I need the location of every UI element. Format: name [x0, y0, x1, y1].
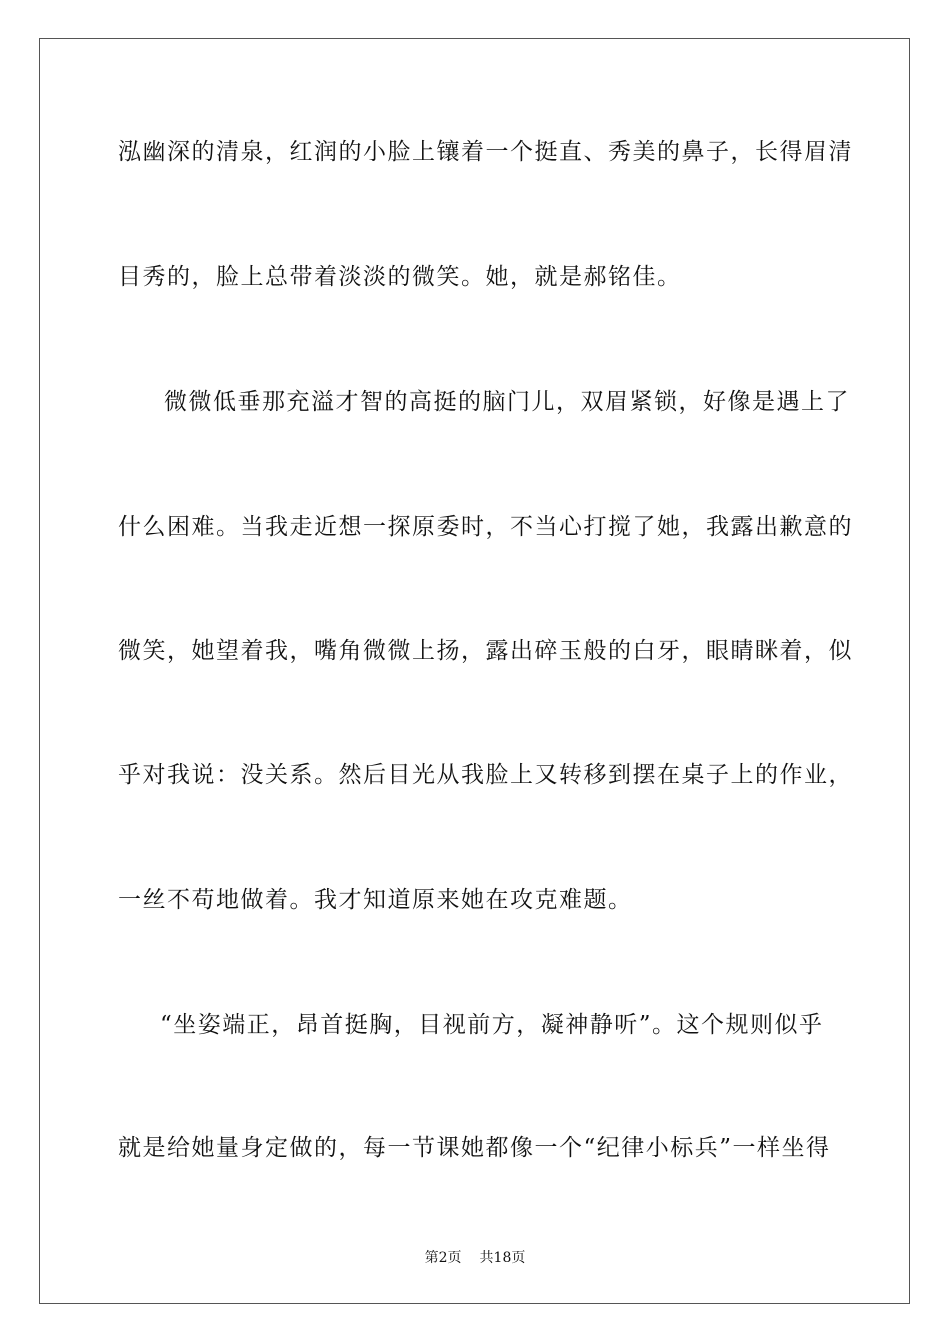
text-line: 微笑，她望着我，嘴角微微上扬，露出碎玉般的白牙，眼睛眯着，似: [118, 638, 853, 664]
text-line: 一丝不苟地做着。我才知道原来她在攻克难题。: [118, 887, 633, 913]
text-line: 目秀的，脸上总带着淡淡的微笑。她，就是郝铭佳。: [118, 264, 682, 290]
paragraph-first-line: 微微低垂那充溢才智的高挺的脑门儿，双眉紧锁，好像是遇上了: [164, 389, 850, 415]
page-total: 共18页: [479, 1250, 526, 1266]
text-line: 什么困难。当我走近想一探原委时，不当心打搅了她，我露出歉意的: [118, 514, 853, 540]
text-line: 乎对我说：没关系。然后目光从我脸上又转移到摆在桌子上的作业，: [118, 762, 853, 788]
page-border: [39, 38, 910, 1304]
page-footer: [0, 1249, 950, 1267]
text-line: 就是给她量身定做的，每一节课她都像一个“纪律小标兵”一样坐得: [118, 1135, 831, 1161]
paragraph-first-line: “坐姿端正，昂首挺胸，目视前方，凝神静听”。这个规则似乎: [160, 1012, 824, 1038]
page-number: 第2页: [424, 1250, 462, 1266]
text-line: 泓幽深的清泉，红润的小脸上镶着一个挺直、秀美的鼻子，长得眉清: [118, 139, 853, 165]
